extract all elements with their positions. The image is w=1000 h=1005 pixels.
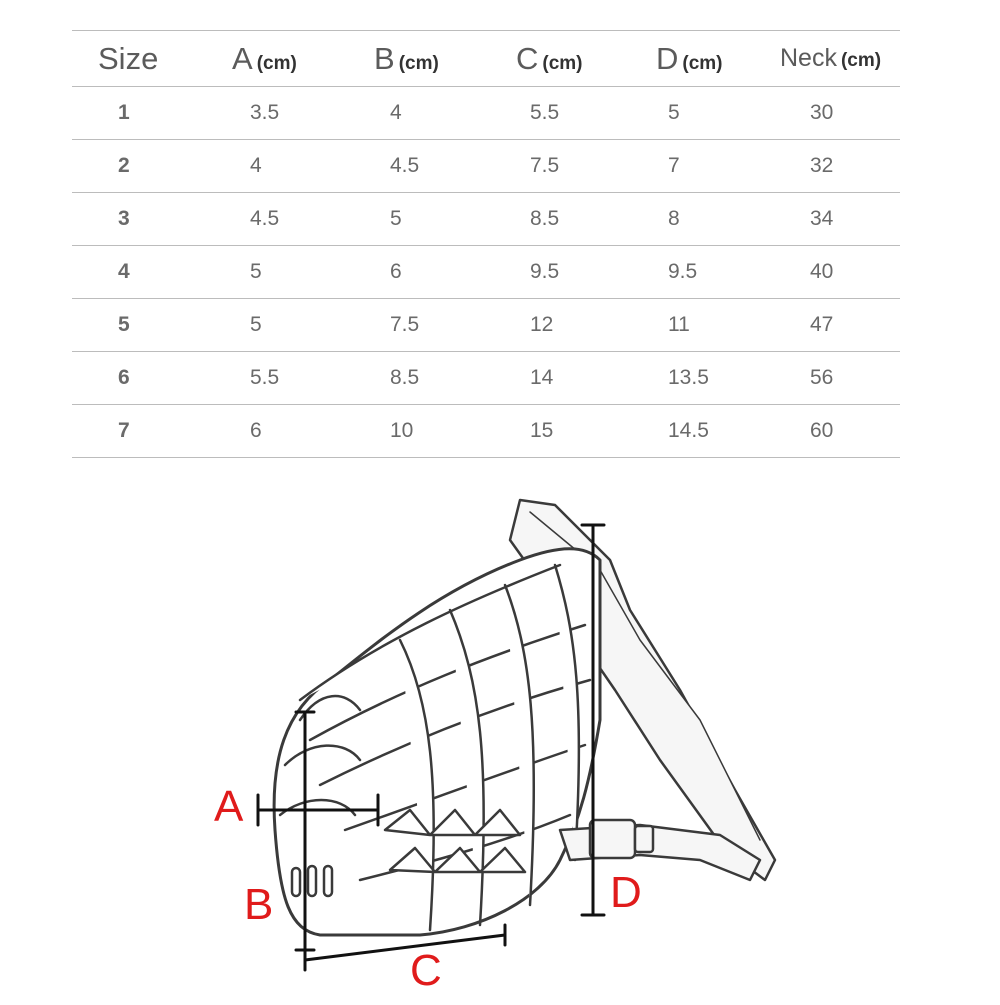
cell-b: 7.5: [374, 299, 516, 352]
cell-c: 8.5: [516, 193, 656, 246]
cell-c: 9.5: [516, 246, 656, 299]
header-size: Size: [72, 31, 232, 87]
cell-size: 3: [72, 193, 232, 246]
cell-d: 7: [656, 140, 780, 193]
header-c: C (cm): [516, 31, 656, 87]
size-chart-table: [72, 30, 900, 458]
cell-d: 13.5: [656, 352, 780, 405]
cell-c: 15: [516, 405, 656, 458]
cell-a: 6: [232, 405, 374, 458]
label-a: A: [214, 782, 244, 831]
cell-size: 5: [72, 299, 232, 352]
table-row: [72, 405, 900, 458]
table-row: [72, 246, 900, 299]
cell-neck: 40: [780, 246, 900, 299]
cell-size: 1: [72, 87, 232, 140]
table-row: [72, 193, 900, 246]
cell-a: 5: [232, 246, 374, 299]
cell-neck: 30: [780, 87, 900, 140]
cell-a: 4.5: [232, 193, 374, 246]
table-header-row: [72, 31, 900, 87]
cell-b: 5: [374, 193, 516, 246]
cell-neck: 34: [780, 193, 900, 246]
cell-c: 7.5: [516, 140, 656, 193]
table-row: [72, 140, 900, 193]
cell-c: 12: [516, 299, 656, 352]
cell-a: 4: [232, 140, 374, 193]
cell-b: 10: [374, 405, 516, 458]
cell-c: 14: [516, 352, 656, 405]
cell-b: 8.5: [374, 352, 516, 405]
cell-b: 4: [374, 87, 516, 140]
cell-d: 14.5: [656, 405, 780, 458]
muzzle-illustration: [0, 470, 1000, 1000]
header-a: A (cm): [232, 31, 374, 87]
cell-size: 2: [72, 140, 232, 193]
header-d: D (cm): [656, 31, 780, 87]
cell-a: 5.5: [232, 352, 374, 405]
cell-a: 5: [232, 299, 374, 352]
cell-d: 5: [656, 87, 780, 140]
label-d: D: [610, 868, 642, 917]
cell-neck: 32: [780, 140, 900, 193]
cell-c: 5.5: [516, 87, 656, 140]
label-c: C: [410, 946, 442, 995]
cell-size: 4: [72, 246, 232, 299]
table-row: [72, 299, 900, 352]
cell-neck: 56: [780, 352, 900, 405]
cell-b: 6: [374, 246, 516, 299]
cell-size: 7: [72, 405, 232, 458]
cell-neck: 47: [780, 299, 900, 352]
muzzle-diagram: [0, 470, 1000, 1000]
header-b: B (cm): [374, 31, 516, 87]
cell-a: 3.5: [232, 87, 374, 140]
cell-size: 6: [72, 352, 232, 405]
cell-neck: 60: [780, 405, 900, 458]
cell-b: 4.5: [374, 140, 516, 193]
table-row: [72, 352, 900, 405]
label-b: B: [244, 880, 274, 929]
header-neck: Neck (cm): [780, 31, 900, 87]
cell-d: 11: [656, 299, 780, 352]
table-row: [72, 87, 900, 140]
muzzle-cage: [274, 549, 600, 935]
cell-d: 9.5: [656, 246, 780, 299]
cell-d: 8: [656, 193, 780, 246]
